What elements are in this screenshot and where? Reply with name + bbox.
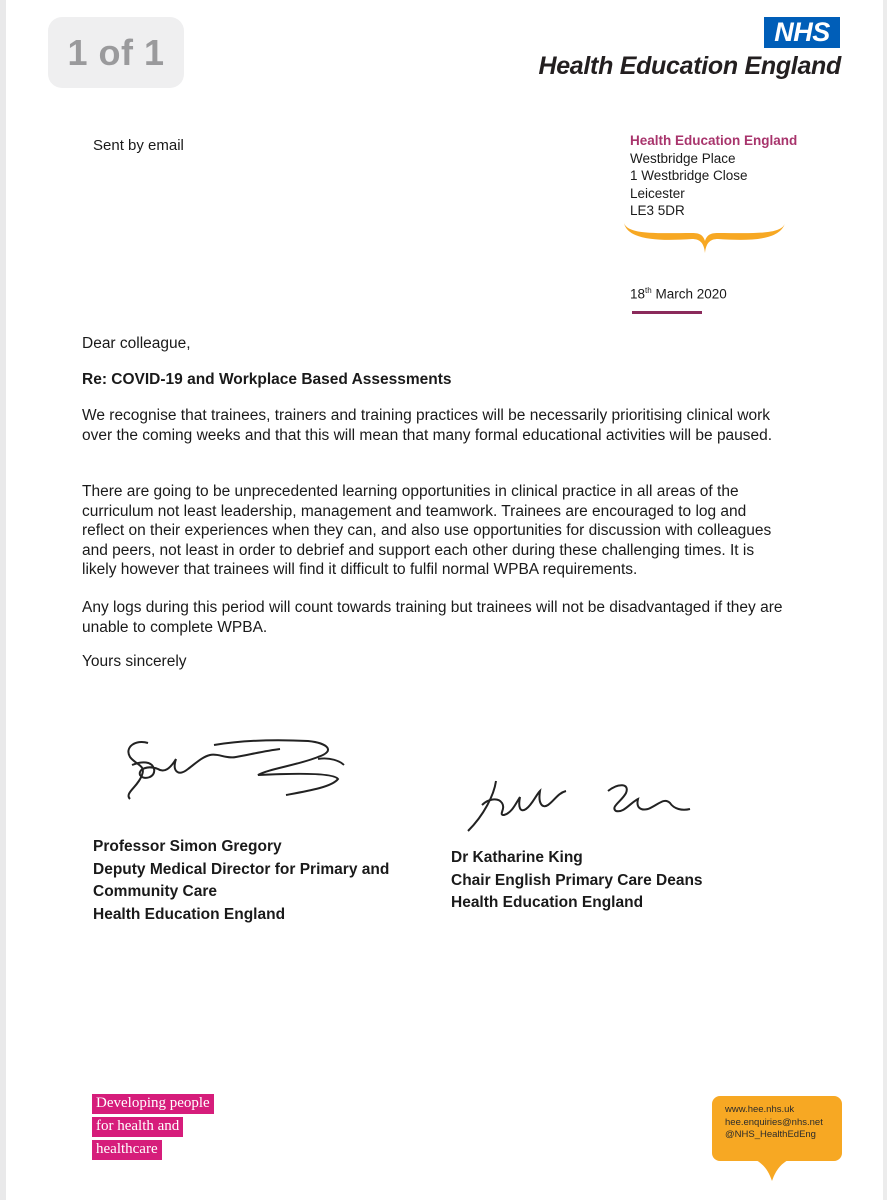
speech-bubble-tail <box>754 1159 790 1181</box>
body-paragraph: We recognise that trainees, trainers and training practices will be necessarily prioritising clinical work over the coming weeks and that this will mean that many formal educational activities will be paused. <box>82 407 773 444</box>
tagline-line: healthcare <box>92 1140 162 1160</box>
signature-simon-gregory <box>118 735 358 810</box>
address-org: Health Education England <box>630 133 798 148</box>
body-paragraph: There are going to be unprecedented learning opportunities in clinical practice in all areas of the curriculum not least leadership, management and teamwork. Trainees are encouraged to log and reflect on their experiences when they can, and also use opportunities for discussion with colleagues and peers, not least in order to debrief and support each other during these challenging times. It is likely however that trainees will find it difficult to fulfil normal WPBA requirements. <box>82 483 772 578</box>
signatory-title: Chair English Primary Care Deans <box>451 871 703 889</box>
address-line: Leicester <box>630 185 685 201</box>
body-paragraph: Any logs during this period will count towards training but trainees will not be disadvantaged if they are unable to complete WPBA. <box>82 599 783 636</box>
tagline-line: Developing people <box>92 1094 214 1114</box>
address-line: LE3 5DR <box>630 203 685 218</box>
signatory-block <box>93 836 423 926</box>
page-edge <box>883 0 887 1200</box>
letter-date: 18th March 2020 <box>630 286 727 302</box>
subject-line: Re: COVID-19 and Workplace Based Assessments <box>82 371 452 388</box>
signatory-block <box>451 847 781 915</box>
signatory-name: Professor Simon Gregory <box>93 838 282 855</box>
nhs-logo: NHS <box>764 17 840 48</box>
signature-katharine-king <box>458 775 698 835</box>
salutation: Dear colleague, <box>82 335 191 352</box>
contact-email: hee.enquiries@nhs.net <box>725 1116 823 1128</box>
page-indicator: 1 of 1 <box>48 17 184 88</box>
address-line: 1 Westbridge Close <box>630 168 748 183</box>
footer-contact-bubble <box>712 1096 842 1161</box>
signatory-name: Dr Katharine King <box>451 849 583 866</box>
signatory-org: Health Education England <box>93 905 286 923</box>
signatory-title: Community Care <box>93 883 218 900</box>
contact-twitter: @NHS_HealthEdEng <box>725 1129 816 1140</box>
signatory-org: Health Education England <box>451 894 644 911</box>
address-line: Westbridge Place <box>630 150 736 166</box>
sender-address <box>630 132 797 220</box>
sent-by-line: Sent by email <box>93 137 184 154</box>
org-wordmark: Health Education England <box>538 52 841 80</box>
date-divider <box>632 311 702 314</box>
brace-swash-decoration <box>622 219 787 255</box>
footer-tagline <box>92 1094 214 1163</box>
tagline-line: for health and <box>92 1117 183 1137</box>
page-edge <box>0 0 6 1200</box>
contact-website: www.hee.nhs.uk <box>725 1104 795 1115</box>
signatory-title: Deputy Medical Director for Primary and <box>93 860 390 878</box>
closing: Yours sincerely <box>82 653 187 670</box>
